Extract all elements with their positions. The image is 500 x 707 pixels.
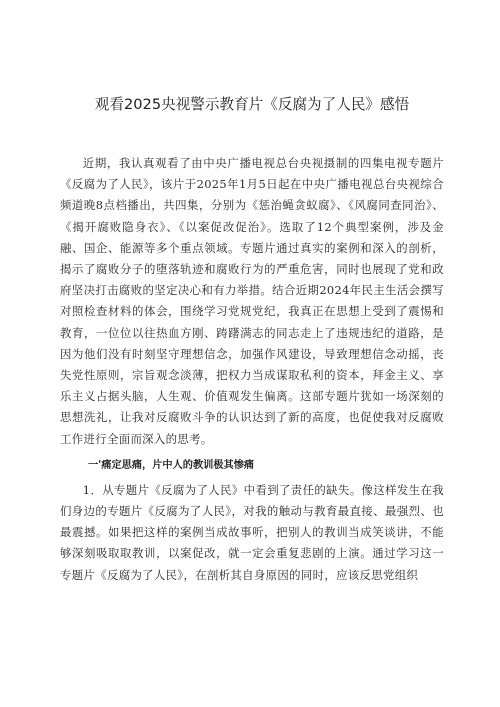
document-title: 观看2025央视警示教育片《反腐为了人民》感悟 bbox=[94, 96, 410, 113]
body-paragraph: 近期，我认真观看了由中央广播电视总台央视摄制的四集电视专题片《反腐为了人民》，该片于2025年1月5日起在中央广播电视总台央视综合频道晚8点档播出，共四集，分别为《惩治蝇贪蚁腐》、《风腐同查同治》、《揭开腐败隐身衣》、《以案促改促治》。选取了12个典型案例，涉及金融、国企、能源等多个重点领域。专题片通过真实的案例和深入的剖析，揭示了腐败分子的堕落轨迹和腐败行为的严重危害，同时也展现了党和政府坚决打击腐败的坚定决心和有力举措。结合近期2024年民主生活会撰写对照检查材料的体会，围绕学习党规党纪，我真正在思想上受到了震惕和教育，一位位以往热血方刚、踌躇满志的同志走上了违规违纪的道路，是因为他们没有时刻坚守理想信念，加强作风建设，导致理想信念动摇，丧失党性原则，宗旨观念淡薄，把权力当成谋取私利的资本，拜金主义、享乐主义占据头脑，人生观、价值观发生偏离。这部专题片犹如一场深刻的思想洗礼，让我对反腐败斗争的认识达到了新的高度，也促使我对反腐败工作进行全面而深入的思考。 bbox=[60, 156, 444, 446]
section-heading: 一'痛定思痛，片中人的教训极其惨痛 bbox=[88, 459, 255, 471]
section-paragraph: 1．从专题片《反腐为了人民》中看到了责任的缺失。像这样发生在我们身边的专题片《反腐为了人民》，对我的触动与教育最直接、最强烈、也最震撼。如果把这样的案例当成故事听，把别人的教训当成笑谈讲，不能够深刻吸取取教训，以案促改，就一定会重复悲剧的上演。通过学习这一专题片《反腐为了人民》，在剖析其自身原因的同时，应该反思党组织 bbox=[60, 482, 444, 582]
